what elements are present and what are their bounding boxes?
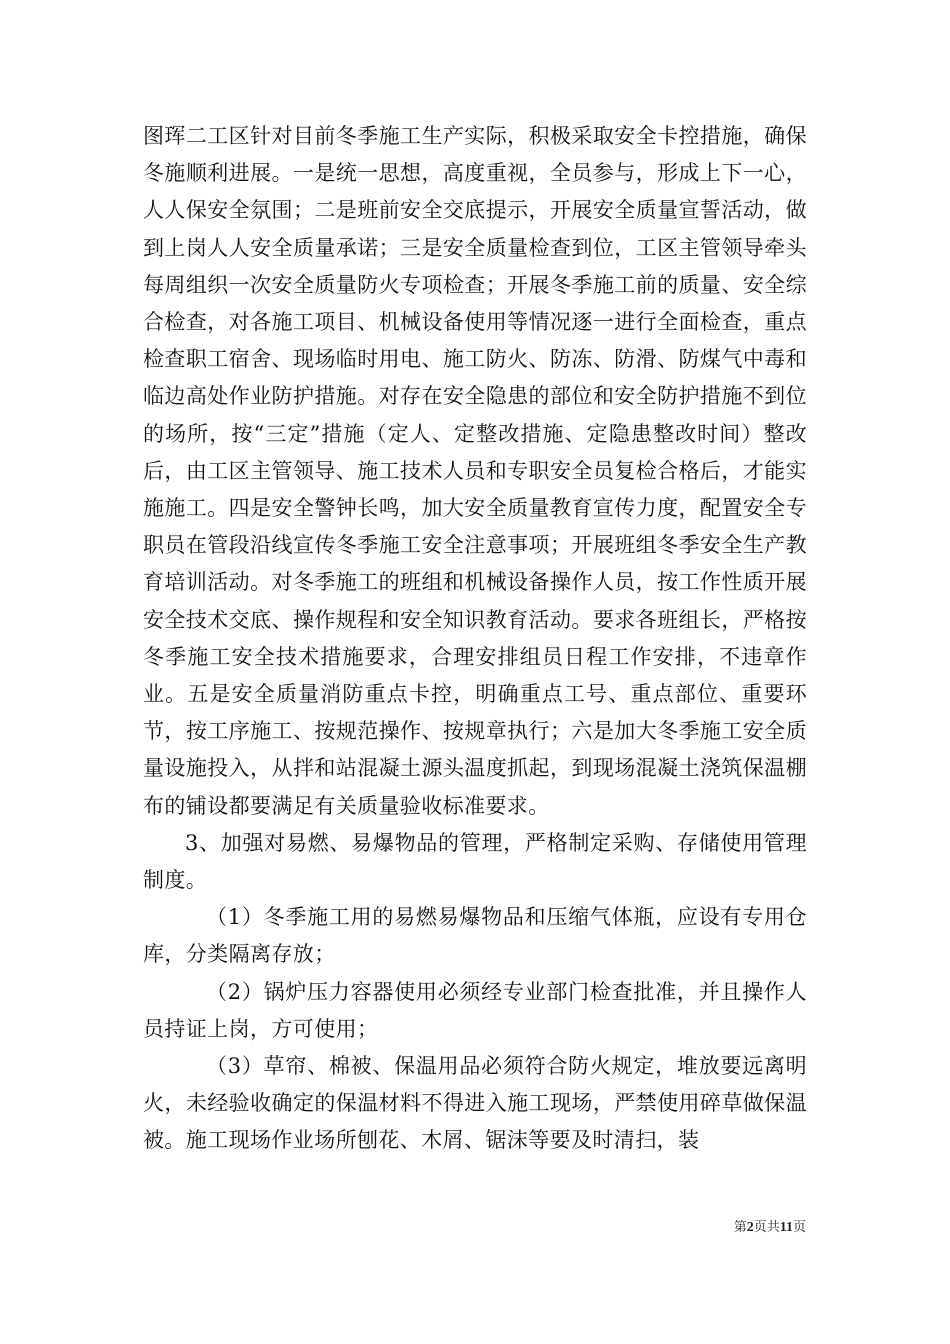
footer-suffix: 页 <box>792 1220 806 1235</box>
page-footer <box>0 1219 806 1237</box>
document-body <box>143 118 807 1160</box>
footer-middle: 页共 <box>753 1220 780 1235</box>
paragraph-winter-safety-measures: 图珲二工区针对目前冬季施工生产实际，积极采取安全卡控措施，确保冬施顺利进展。一是统一思想，高度重视，全员参与，形成上下一心，人人保安全氛围；二是班前安全交底提示，开展安全质量宣誓活动，做到上岗人人安全质量承诺；三是安全质量检查到位，工区主管领导牵头每周组织一次安全质量防火专项检查；开展冬季施工前的质量、安全综合检查，对各施工项目、机械设备使用等情况逐一进行全面检查，重点检查职工宿舍、现场临时用电、施工防火、防冻、防滑、防煤气中毒和临边高处作业防护措施。对存在安全隐患的部位和安全防护措施不到位的场所，按“三定”措施（定人、定整改措施、定隐患整改时间）整改后，由工区主管领导、施工技术人员和专职安全员复检合格后，才能实施施工。四是安全警钟长鸣，加大安全质量教育宣传力度，配置安全专职员在管段沿线宣传冬季施工安全注意事项；开展班组冬季安全生产教育培训活动。对冬季施工的班组和机械设备操作人员，按工作性质开展安全技术交底、操作规程和安全知识教育活动。要求各班组长，严格按冬季施工安全技术措施要求，合理安排组员日程工作安排，不违章作业。五是安全质量消防重点卡控，明确重点工号、重点部位、重要环节，按工序施工、按规范操作、按规章执行；六是加大冬季施工安全质量设施投入，从拌和站混凝土源头温度抓起，到现场混凝土浇筑保温棚布的铺设都要满足有关质量验收标准要求。 <box>143 124 807 818</box>
paragraph-flammable-management: 3、加强对易燃、易爆物品的管理，严格制定采购、存储使用管理制度。 <box>143 830 807 893</box>
paragraph-item-1: （1）冬季施工用的易燃易爆物品和压缩气体瓶，应设有专用仓库，分类隔离存放； <box>143 905 807 967</box>
footer-prefix: 第 <box>733 1220 747 1235</box>
footer-current-page: 2 <box>746 1220 754 1235</box>
footer-total-pages: 11 <box>779 1220 793 1235</box>
paragraph-item-2: （2）锅炉压力容器使用必须经专业部门检查批准，并且操作人员持证上岗，方可使用； <box>143 979 807 1041</box>
paragraph-item-3: （3）草帘、棉被、保温用品必须符合防火规定，堆放要远离明火，未经验收确定的保温材料不得进入施工现场，严禁使用碎草做保温被。施工现场作业场所刨花、木屑、锯沫等要及时清扫，装 <box>143 1054 807 1153</box>
